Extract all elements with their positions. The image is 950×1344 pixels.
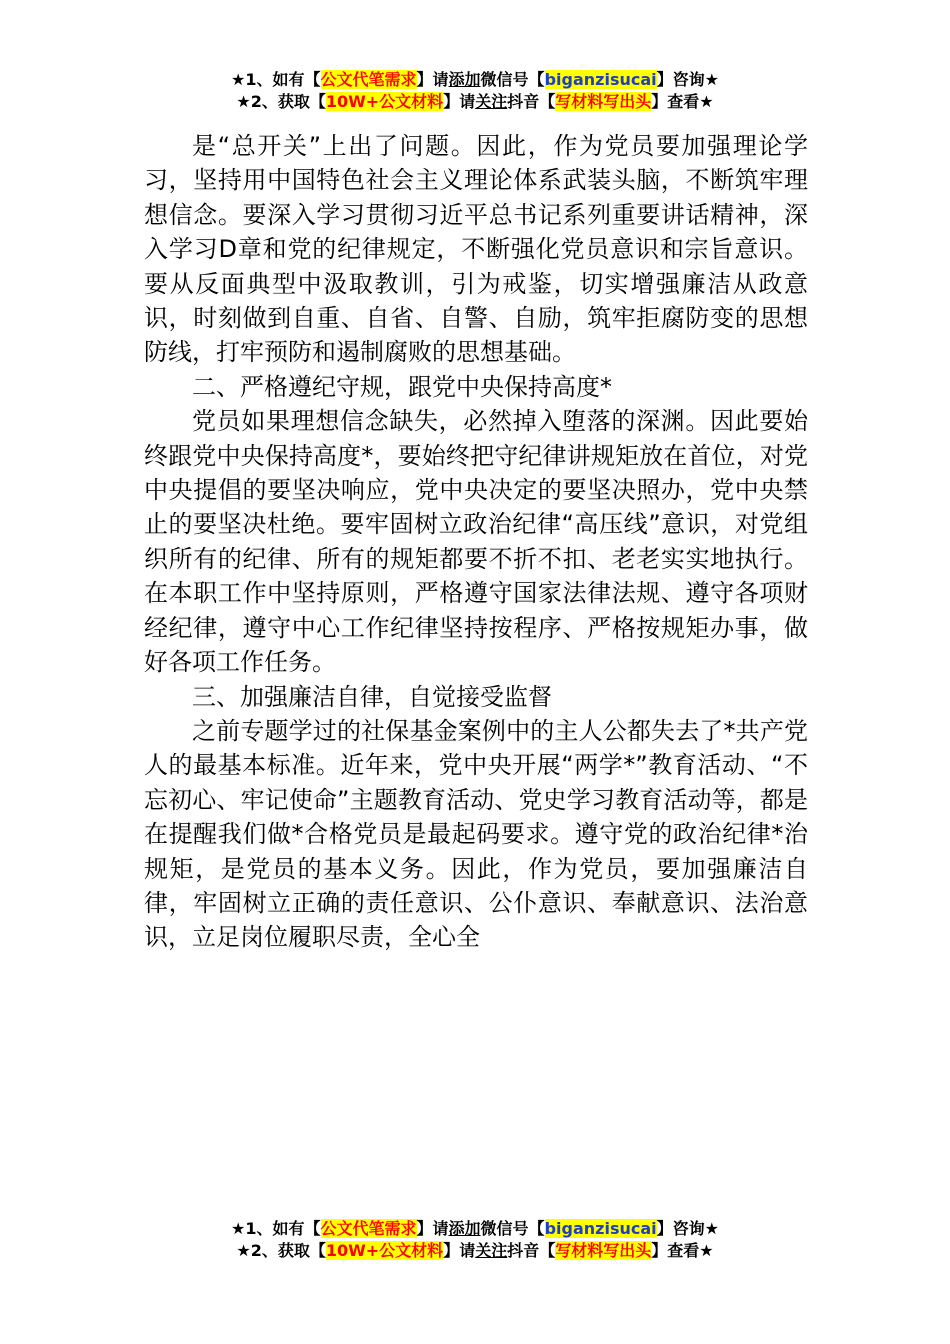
banner-text: 添加 [448,1219,481,1238]
section-heading: 三、加强廉洁自律，自觉接受监督 [192,682,552,711]
banner-text: 】请 [443,1241,476,1260]
document-body [144,129,808,955]
wechat-id: biganzisucai [544,1219,657,1238]
banner-text: 微信号【 [480,1219,545,1238]
banner-text: ★1、如有【 [231,70,321,89]
banner-text: 抖音【 [507,92,556,111]
banner-line-2 [0,91,950,113]
paragraph: 之前专题学过的社保基金案例中的主人公都失去了*共产党人的最基本标准。近年来，党中央开展“两学*”教育活动、“不忘初心、牢记使命”主题教育活动、党史学习教育活动等，都是在提醒我们做*合格党员是最起码要求。遵守党的政治纪律*治规矩，是党员的基本义务。因此，作为党员，要加强廉洁自律，牢固树立正确的责任意识、公仆意识、奉献意识、法治意识，立足岗位履职尽责，全心全 [144,716,808,952]
banner-line-2 [0,1240,950,1262]
highlight-service: 公文代笔需求 [320,1219,417,1238]
section-heading: 二、严格遵纪守规，跟党中央保持高度* [192,372,612,401]
banner-text: 】咨询★ [656,1219,719,1238]
banner-line-1 [0,69,950,91]
banner-text: 】请 [416,1219,449,1238]
highlight-service: 公文代笔需求 [320,70,417,89]
douyin-account: 写材料写出头 [555,92,652,111]
highlight-materials: 10W+公文材料 [325,92,444,111]
banner-text: 】咨询★ [656,70,719,89]
paragraph: 是“总开关”上出了问题。因此，作为党员要加强理论学习，坚持用中国特色社会主义理论体系武装头脑，不断筑牢理想信念。要深入学习贯彻习近平总书记系列重要讲话精神，深入学习D章和党的纪律规定，不断强化党员意识和宗旨意识。要从反面典型中汲取教训，引为戒鉴，切实增强廉洁从政意识，时刻做到自重、自省、自警、自励，筑牢拒腐防变的思想防线，打牢预防和遏制腐败的思想基础。 [144,132,808,367]
banner-text: ★1、如有【 [231,1219,321,1238]
footer-banner [0,1218,950,1262]
banner-text: 关注 [475,1241,508,1260]
banner-text: ★2、获取【 [236,92,326,111]
banner-text: 】查看★ [651,1241,714,1260]
banner-text: 】请 [416,70,449,89]
banner-line-1 [0,1218,950,1240]
highlight-materials: 10W+公文材料 [325,1241,444,1260]
banner-text: 添加 [448,70,481,89]
banner-text: 】查看★ [651,92,714,111]
wechat-id: biganzisucai [544,70,657,89]
paragraph: 党员如果理想信念缺失，必然掉入堕落的深渊。因此要始终跟党中央保持高度*，要始终把守纪律讲规矩放在首位，对党中央提倡的要坚决响应，党中央决定的要坚决照办，党中央禁止的要坚决杜绝。要牢固树立政治纪律“高压线”意识，对党组织所有的纪律、所有的规矩都要不折不扣、老老实实地执行。在本职工作中坚持原则，严格遵守国家法律法规、遵守各项财经纪律，遵守中心工作纪律坚持按程序、严格按规矩办事，做好各项工作任务。 [144,407,808,677]
banner-text: 】请 [443,92,476,111]
banner-text: ★2、获取【 [236,1241,326,1260]
banner-text: 关注 [475,92,508,111]
banner-text: 微信号【 [480,70,545,89]
banner-text: 抖音【 [507,1241,556,1260]
douyin-account: 写材料写出头 [555,1241,652,1260]
header-banner [0,69,950,113]
